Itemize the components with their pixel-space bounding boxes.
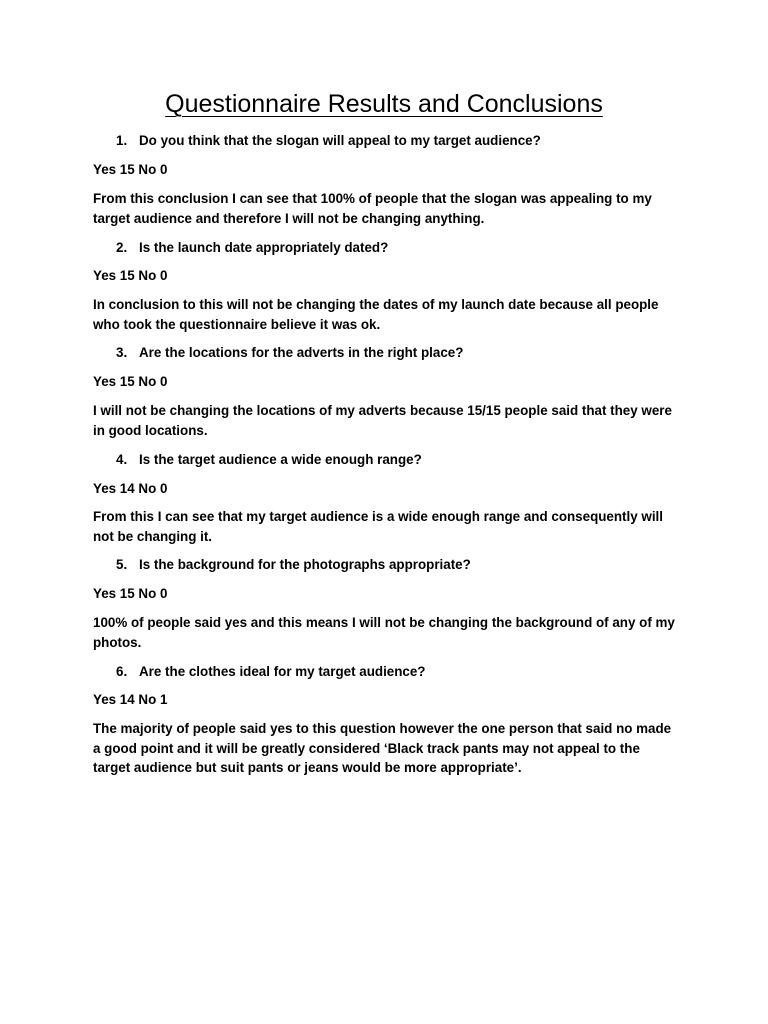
answer-1: Yes 15 No 0 — [93, 162, 168, 177]
question-5 — [116, 555, 676, 575]
question-2 — [116, 238, 676, 258]
question-number: 2. — [116, 240, 128, 255]
question-4 — [116, 450, 676, 470]
answer-3: Yes 15 No 0 — [93, 374, 168, 389]
question-text: Are the clothes ideal for my target audience? — [139, 664, 426, 679]
answer-2: Yes 15 No 0 — [93, 268, 168, 283]
question-6 — [116, 662, 676, 682]
conclusion-2: In conclusion to this will not be changing the dates of my launch date because all people who took the questionnaire believe it was ok. — [93, 297, 659, 332]
question-3 — [116, 343, 676, 363]
question-text: Are the locations for the adverts in the right place? — [139, 345, 464, 360]
question-text: Is the background for the photographs appropriate? — [139, 557, 471, 572]
conclusion-5: 100% of people said yes and this means I will not be changing the background of any of my photos. — [93, 615, 675, 650]
question-1 — [116, 131, 676, 151]
conclusion-6: The majority of people said yes to this question however the one person that said no made a good point and it will be greatly considered ‘Black track pants may not appeal to the target audience but suit pants or jeans would be more appropriate’. — [93, 721, 672, 775]
conclusion-1: From this conclusion I can see that 100% of people that the slogan was appealing to my target audience and therefore I will not be changing anything. — [93, 191, 652, 226]
question-text: Do you think that the slogan will appeal to my target audience? — [139, 133, 541, 148]
answer-6: Yes 14 No 1 — [93, 692, 168, 707]
question-number: 4. — [116, 452, 128, 467]
conclusion-3: I will not be changing the locations of my adverts because 15/15 people said that they were in good locations. — [93, 403, 672, 438]
conclusion-4: From this I can see that my target audience is a wide enough range and consequently will not be changing it. — [93, 509, 663, 544]
answer-5: Yes 15 No 0 — [93, 586, 168, 601]
page-title-text: Questionnaire Results and Conclusions — [165, 90, 603, 118]
question-number: 5. — [116, 557, 128, 572]
question-number: 6. — [116, 664, 128, 679]
question-number: 1. — [116, 133, 128, 148]
question-text: Is the launch date appropriately dated? — [139, 240, 389, 255]
page-title — [0, 86, 768, 122]
answer-4: Yes 14 No 0 — [93, 481, 168, 496]
question-number: 3. — [116, 345, 128, 360]
question-text: Is the target audience a wide enough range? — [139, 452, 422, 467]
